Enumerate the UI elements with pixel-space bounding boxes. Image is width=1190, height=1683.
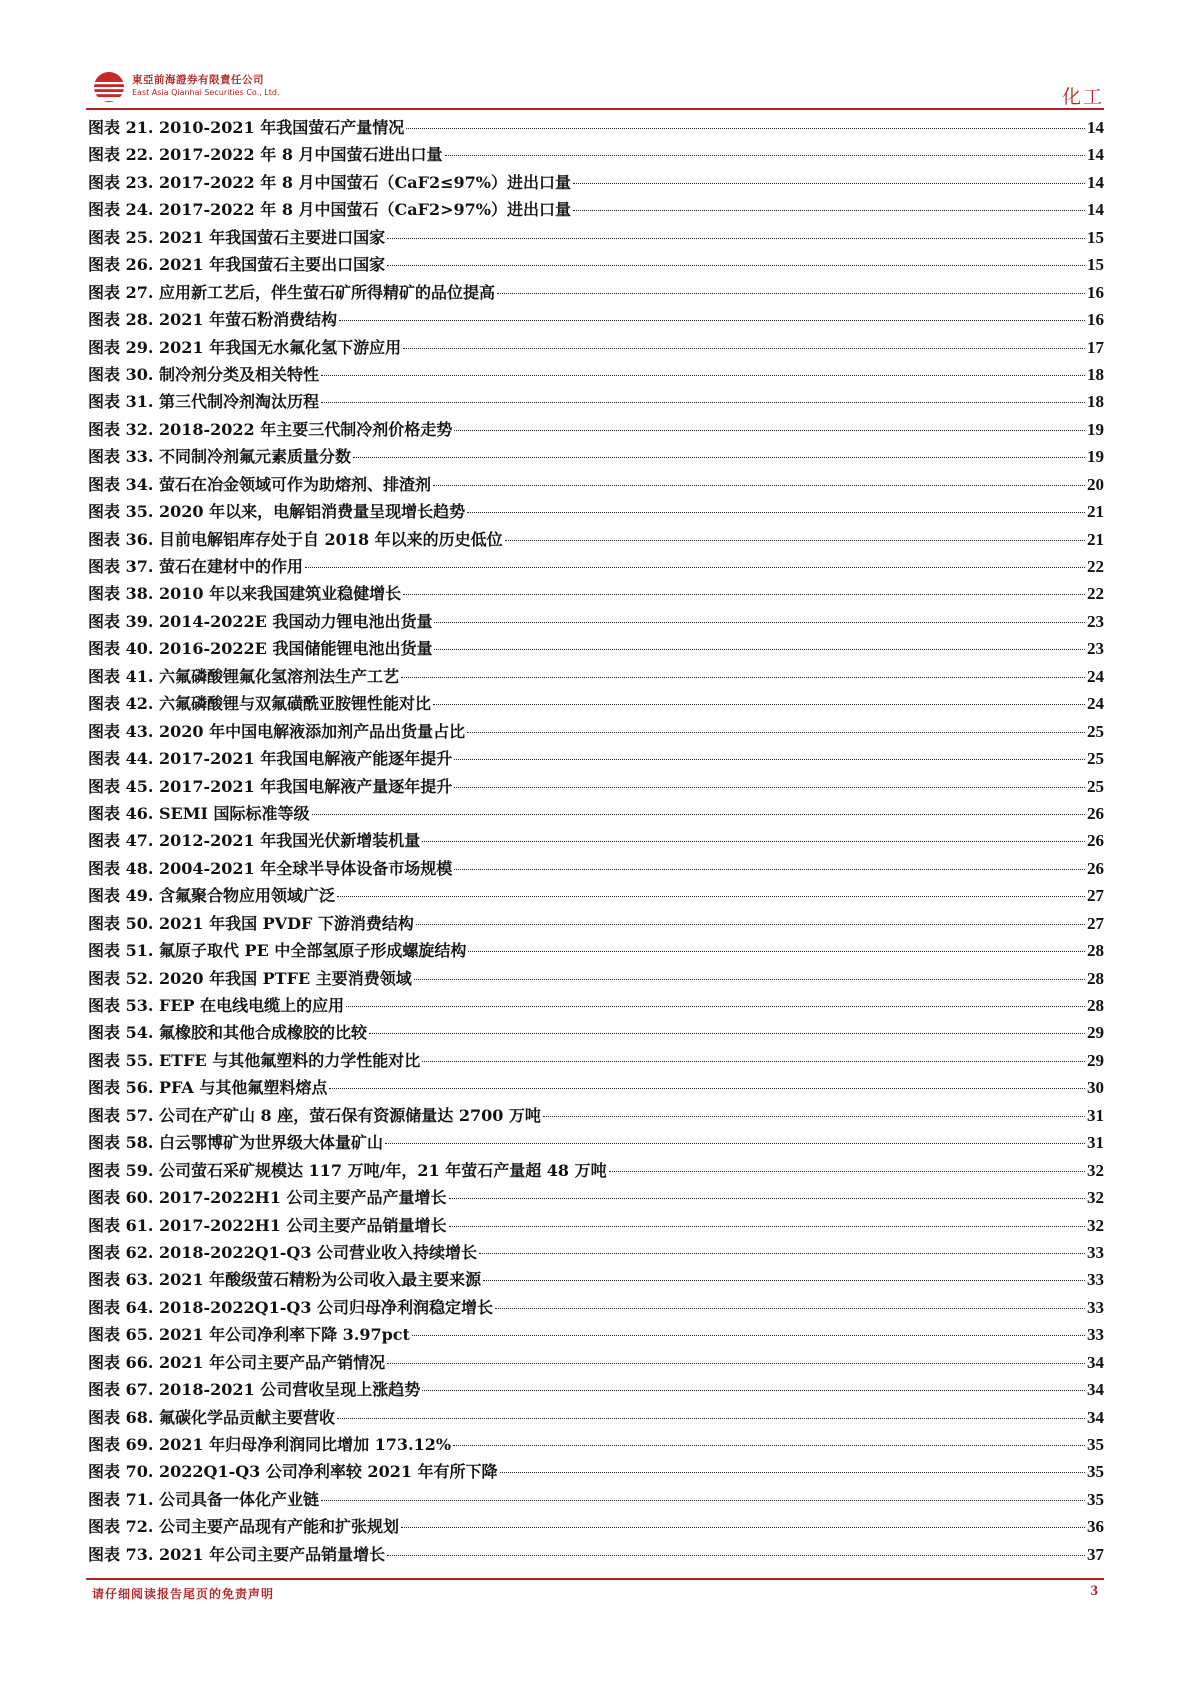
toc-entry-title: 图表 73. 2021 年公司主要产品销量增长: [88, 1544, 386, 1564]
dot-leader: [401, 677, 1085, 678]
toc-entry-page: 35: [1087, 1435, 1104, 1454]
toc-entry-page: 26: [1087, 858, 1104, 878]
toc-entry-title: 图表 39. 2014-2022E 我国动力锂电池出货量: [88, 611, 433, 631]
toc-entry-title: 图表 51. 氟原子取代 PE 中全部氢原子形成螺旋结构: [88, 941, 467, 961]
toc-entry[interactable]: [88, 1239, 1104, 1266]
toc-entry[interactable]: [88, 1294, 1104, 1321]
toc-entry-title: 图表 41. 六氟磷酸锂氟化氢溶剂法生产工艺: [88, 666, 399, 686]
toc-entry-page: 22: [1087, 557, 1104, 576]
dot-leader: [467, 512, 1085, 513]
dot-leader: [497, 293, 1085, 294]
toc-entry-page: 18: [1087, 364, 1104, 384]
toc-entry-title: 图表 45. 2017-2021 年我国电解液产量逐年提升: [88, 776, 453, 796]
toc-entry-page: 35: [1087, 1462, 1104, 1482]
dot-leader: [454, 430, 1085, 431]
toc-entry[interactable]: [88, 663, 1104, 690]
toc-entry-page: 34: [1087, 1352, 1104, 1372]
toc-entry-title: 图表 46. SEMI 国际标准等级: [88, 803, 310, 823]
toc-entry-title: 图表 70. 2022Q1-Q3 公司净利率较 2021 年有所下降: [88, 1462, 498, 1482]
toc-entry-title: 图表 36. 目前电解铝库存处于自 2018 年以来的历史低位: [88, 529, 503, 549]
toc-entry-title: 图表 55. ETFE 与其他氟塑料的力学性能对比: [88, 1050, 421, 1070]
toc-entry-title: 图表 72. 公司主要产品现有产能和扩张规划: [88, 1517, 399, 1537]
dot-leader: [573, 183, 1085, 184]
dot-leader: [414, 979, 1085, 980]
dot-leader: [505, 540, 1085, 541]
toc-entry-title: 图表 49. 含氟聚合物应用领域广泛: [88, 886, 335, 906]
toc-entry-title: 图表 52. 2020 年我国 PTFE 主要消费领域: [88, 968, 412, 988]
dot-leader: [454, 869, 1085, 870]
toc-entry-page: 31: [1087, 1133, 1104, 1153]
toc-entry-page: 14: [1087, 118, 1104, 137]
dot-leader: [468, 951, 1085, 952]
toc-entry-title: 图表 58. 白云鄂博矿为世界级大体量矿山: [88, 1133, 383, 1153]
dot-leader: [412, 1335, 1085, 1336]
toc-entry-page: 17: [1087, 337, 1104, 357]
dot-leader: [337, 1418, 1085, 1419]
dot-leader: [339, 320, 1085, 321]
footer-divider: [86, 1578, 1104, 1580]
toc-entry-title: 图表 24. 2017-2022 年 8 月中国萤石（CaF2>97%）进出口量: [88, 200, 571, 220]
toc-entry[interactable]: [88, 1184, 1104, 1211]
toc-entry[interactable]: [88, 1321, 1104, 1348]
toc-entry[interactable]: [88, 992, 1104, 1019]
toc-entry[interactable]: [88, 580, 1104, 607]
figure-index-list: [88, 114, 1104, 1568]
dot-leader: [321, 402, 1085, 403]
toc-entry-page: 24: [1087, 694, 1104, 714]
toc-entry[interactable]: [88, 882, 1104, 909]
toc-entry-page: 33: [1087, 1242, 1104, 1262]
toc-entry[interactable]: [88, 443, 1104, 470]
toc-entry-page: 34: [1087, 1407, 1104, 1427]
toc-entry-page: 21: [1087, 502, 1104, 522]
page-header: [86, 68, 1104, 106]
dot-leader: [406, 128, 1085, 129]
toc-entry[interactable]: [88, 114, 1104, 141]
toc-entry-title: 图表 65. 2021 年公司净利率下降 3.97pct: [88, 1325, 410, 1345]
dot-leader: [573, 210, 1085, 211]
toc-entry[interactable]: [88, 1541, 1104, 1568]
toc-entry-title: 图表 40. 2016-2022E 我国储能锂电池出货量: [88, 639, 433, 659]
toc-entry-title: 图表 50. 2021 年我国 PVDF 下游消费结构: [88, 913, 414, 933]
toc-entry-title: 图表 26. 2021 年我国萤石主要出口国家: [88, 255, 386, 275]
toc-entry-page: 32: [1087, 1188, 1104, 1208]
toc-entry-title: 图表 35. 2020 年以来，电解铝消费量呈现增长趋势: [88, 502, 466, 522]
toc-entry-page: 19: [1087, 447, 1104, 467]
toc-entry[interactable]: [88, 1376, 1104, 1403]
toc-entry-page: 25: [1087, 749, 1104, 769]
toc-entry[interactable]: [88, 1513, 1104, 1540]
toc-entry-page: 16: [1087, 310, 1104, 330]
dot-leader: [467, 732, 1085, 733]
toc-entry-page: 26: [1087, 831, 1104, 851]
toc-entry-title: 图表 34. 萤石在冶金领域可作为助熔剂、排渣剂: [88, 474, 431, 494]
dot-leader: [329, 1088, 1085, 1089]
toc-entry-title: 图表 56. PFA 与其他氟塑料熔点: [88, 1078, 328, 1098]
dot-leader: [416, 924, 1085, 925]
toc-entry-page: 14: [1087, 200, 1104, 220]
toc-entry-page: 37: [1087, 1544, 1104, 1564]
dot-leader: [479, 1253, 1085, 1254]
dot-leader: [387, 1363, 1085, 1364]
dot-leader: [433, 704, 1085, 705]
toc-entry-title: 图表 44. 2017-2021 年我国电解液产能逐年提升: [88, 749, 453, 769]
toc-entry-title: 图表 57. 公司在产矿山 8 座，萤石保有资源储量达 2700 万吨: [88, 1105, 541, 1125]
toc-entry[interactable]: [88, 635, 1104, 662]
toc-entry[interactable]: [88, 800, 1104, 827]
disclaimer-note: 请仔细阅读报告尾页的免责声明: [92, 1587, 275, 1601]
toc-entry[interactable]: [88, 251, 1104, 278]
toc-entry[interactable]: [88, 855, 1104, 882]
toc-entry-title: 图表 30. 制冷剂分类及相关特性: [88, 364, 319, 384]
toc-entry[interactable]: [88, 1404, 1104, 1431]
toc-entry-title: 图表 25. 2021 年我国萤石主要进口国家: [88, 227, 386, 247]
section-title: 化工: [1061, 86, 1104, 108]
toc-entry-title: 图表 54. 氟橡胶和其他合成橡胶的比较: [88, 1023, 367, 1043]
toc-entry-title: 图表 29. 2021 年我国无水氟化氢下游应用: [88, 337, 402, 357]
dot-leader: [312, 814, 1086, 815]
toc-entry-title: 图表 48. 2004-2021 年全球半导体设备市场规模: [88, 858, 453, 878]
dot-leader: [403, 594, 1085, 595]
toc-entry-title: 图表 60. 2017-2022H1 公司主要产品产量增长: [88, 1188, 447, 1208]
toc-entry[interactable]: [88, 388, 1104, 415]
toc-entry[interactable]: [88, 1019, 1104, 1046]
dot-leader: [495, 1308, 1085, 1309]
dot-leader: [445, 155, 1085, 156]
toc-entry-page: 24: [1087, 666, 1104, 686]
toc-entry-page: 25: [1087, 776, 1104, 796]
toc-entry[interactable]: [88, 361, 1104, 388]
toc-entry-page: 16: [1087, 282, 1104, 302]
toc-entry-page: 33: [1087, 1325, 1104, 1345]
toc-entry-page: 28: [1087, 941, 1104, 961]
toc-entry[interactable]: [88, 965, 1104, 992]
toc-entry-title: 图表 71. 公司具备一体化产业链: [88, 1489, 319, 1509]
toc-entry-page: 15: [1087, 255, 1104, 275]
toc-entry[interactable]: [88, 745, 1104, 772]
toc-entry-page: 28: [1087, 968, 1104, 988]
toc-entry-title: 图表 68. 氟碳化学品贡献主要营收: [88, 1407, 335, 1427]
dot-leader: [387, 1555, 1085, 1556]
toc-entry[interactable]: [88, 718, 1104, 745]
toc-entry[interactable]: [88, 827, 1104, 854]
toc-entry-page: 18: [1087, 392, 1104, 412]
dot-leader: [434, 622, 1085, 623]
toc-entry[interactable]: [88, 416, 1104, 443]
toc-entry-title: 图表 31. 第三代制冷剂淘汰历程: [88, 392, 319, 412]
dot-leader: [609, 1171, 1085, 1172]
toc-entry-page: 27: [1087, 886, 1104, 906]
company-logo-icon: [92, 70, 126, 104]
toc-entry-page: 35: [1087, 1489, 1104, 1509]
toc-entry-page: 14: [1087, 172, 1104, 192]
dot-leader: [433, 485, 1085, 486]
toc-entry-title: 图表 63. 2021 年酸级萤石精粉为公司收入最主要来源: [88, 1270, 482, 1290]
dot-leader: [385, 1143, 1085, 1144]
toc-entry-title: 图表 61. 2017-2022H1 公司主要产品销量增长: [88, 1215, 447, 1235]
toc-entry-page: 30: [1087, 1078, 1104, 1098]
dot-leader: [353, 457, 1085, 458]
toc-entry-page: 33: [1087, 1297, 1104, 1317]
dot-leader: [387, 265, 1085, 266]
dot-leader: [449, 1226, 1085, 1227]
toc-entry-page: 32: [1087, 1215, 1104, 1235]
toc-entry[interactable]: [88, 334, 1104, 361]
toc-entry-title: 图表 66. 2021 年公司主要产品产销情况: [88, 1352, 386, 1372]
dot-leader: [422, 841, 1085, 842]
toc-entry-title: 图表 62. 2018-2022Q1-Q3 公司营业收入持续增长: [88, 1242, 478, 1262]
page-number: 3: [1090, 1583, 1098, 1599]
toc-entry[interactable]: [88, 937, 1104, 964]
toc-entry[interactable]: [88, 526, 1104, 553]
toc-entry-page: 25: [1087, 721, 1104, 741]
toc-entry[interactable]: [88, 1349, 1104, 1376]
toc-entry[interactable]: [88, 1212, 1104, 1239]
toc-entry-title: 图表 67. 2018-2021 公司营收呈现上涨趋势: [88, 1380, 421, 1400]
toc-entry-title: 图表 37. 萤石在建材中的作用: [88, 557, 303, 576]
toc-entry-title: 图表 69. 2021 年归母净利润同比增加 173.12%: [88, 1435, 452, 1454]
toc-entry-page: 23: [1087, 611, 1104, 631]
toc-entry-page: 23: [1087, 639, 1104, 659]
toc-entry-page: 32: [1087, 1160, 1104, 1180]
toc-entry-title: 图表 33. 不同制冷剂氟元素质量分数: [88, 447, 351, 467]
dot-leader: [337, 896, 1085, 897]
dot-leader: [454, 759, 1085, 760]
dot-leader: [346, 1006, 1085, 1007]
toc-entry-page: 29: [1087, 1023, 1104, 1043]
toc-entry-title: 图表 42. 六氟磷酸锂与双氟磺酰亚胺锂性能对比: [88, 694, 431, 714]
dot-leader: [321, 1500, 1085, 1501]
dot-leader: [369, 1033, 1085, 1034]
dot-leader: [453, 1445, 1085, 1446]
toc-entry[interactable]: [88, 169, 1104, 196]
toc-entry[interactable]: [88, 1431, 1104, 1458]
toc-entry-page: 14: [1087, 145, 1104, 165]
toc-entry-page: 33: [1087, 1270, 1104, 1290]
toc-entry[interactable]: [88, 1157, 1104, 1184]
dot-leader: [401, 1527, 1085, 1528]
toc-entry-page: 31: [1087, 1105, 1104, 1125]
toc-entry[interactable]: [88, 1486, 1104, 1513]
toc-entry[interactable]: [88, 498, 1104, 525]
toc-entry[interactable]: [88, 1129, 1104, 1156]
dot-leader: [454, 787, 1085, 788]
toc-entry-page: 15: [1087, 227, 1104, 247]
brand-name-en: East Asia Qianhai Securities Co., Ltd.: [132, 88, 280, 97]
toc-entry[interactable]: [88, 608, 1104, 635]
dot-leader: [434, 649, 1085, 650]
toc-entry[interactable]: [88, 553, 1104, 580]
toc-entry-title: 图表 28. 2021 年萤石粉消费结构: [88, 310, 338, 330]
toc-entry-page: 22: [1087, 584, 1104, 604]
toc-entry[interactable]: [88, 471, 1104, 498]
dot-leader: [500, 1472, 1085, 1473]
toc-entry-title: 图表 47. 2012-2021 年我国光伏新增装机量: [88, 831, 421, 851]
toc-entry[interactable]: [88, 1102, 1104, 1129]
dot-leader: [543, 1116, 1085, 1117]
toc-entry-page: 26: [1087, 803, 1104, 823]
toc-entry-title: 图表 38. 2010 年以来我国建筑业稳健增长: [88, 584, 402, 604]
dot-leader: [305, 567, 1085, 568]
toc-entry[interactable]: [88, 690, 1104, 717]
dot-leader: [449, 1198, 1085, 1199]
toc-entry[interactable]: [88, 1047, 1104, 1074]
toc-entry-title: 图表 22. 2017-2022 年 8 月中国萤石进出口量: [88, 145, 443, 165]
toc-entry-page: 34: [1087, 1380, 1104, 1400]
toc-entry[interactable]: [88, 279, 1104, 306]
toc-entry-title: 图表 32. 2018-2022 年主要三代制冷剂价格走势: [88, 419, 453, 439]
toc-entry-title: 图表 21. 2010-2021 年我国萤石产量情况: [88, 118, 405, 137]
dot-leader: [321, 375, 1085, 376]
dot-leader: [387, 238, 1085, 239]
toc-entry-page: 36: [1087, 1517, 1104, 1537]
toc-entry[interactable]: [88, 1266, 1104, 1293]
toc-entry-title: 图表 64. 2018-2022Q1-Q3 公司归母净利润稳定增长: [88, 1297, 494, 1317]
toc-entry-page: 27: [1087, 913, 1104, 933]
toc-entry-title: 图表 53. FEP 在电线电缆上的应用: [88, 996, 345, 1015]
dot-leader: [422, 1390, 1085, 1391]
toc-entry[interactable]: [88, 1074, 1104, 1101]
toc-entry[interactable]: [88, 196, 1104, 223]
toc-entry-title: 图表 27. 应用新工艺后，伴生萤石矿所得精矿的品位提高: [88, 282, 495, 302]
toc-entry-title: 图表 23. 2017-2022 年 8 月中国萤石（CaF2≤97%）进出口量: [88, 172, 571, 192]
dot-leader: [422, 1061, 1085, 1062]
brand-name-cn: 東亞前海證券有限責任公司: [132, 74, 264, 86]
toc-entry-page: 20: [1087, 474, 1104, 494]
toc-entry[interactable]: [88, 141, 1104, 168]
dot-leader: [483, 1280, 1085, 1281]
toc-entry[interactable]: [88, 306, 1104, 333]
toc-entry[interactable]: [88, 224, 1104, 251]
toc-entry-page: 28: [1087, 996, 1104, 1015]
header-divider: [86, 108, 1104, 110]
toc-entry[interactable]: [88, 773, 1104, 800]
toc-entry-page: 21: [1087, 529, 1104, 549]
toc-entry-title: 图表 59. 公司萤石采矿规模达 117 万吨/年，21 年萤石产量超 48 万吨: [88, 1160, 607, 1180]
toc-entry-title: 图表 43. 2020 年中国电解液添加剂产品出货量占比: [88, 721, 466, 741]
toc-entry[interactable]: [88, 1458, 1104, 1485]
toc-entry[interactable]: [88, 910, 1104, 937]
toc-entry-page: 29: [1087, 1050, 1104, 1070]
toc-entry-page: 19: [1087, 419, 1104, 439]
dot-leader: [403, 348, 1085, 349]
